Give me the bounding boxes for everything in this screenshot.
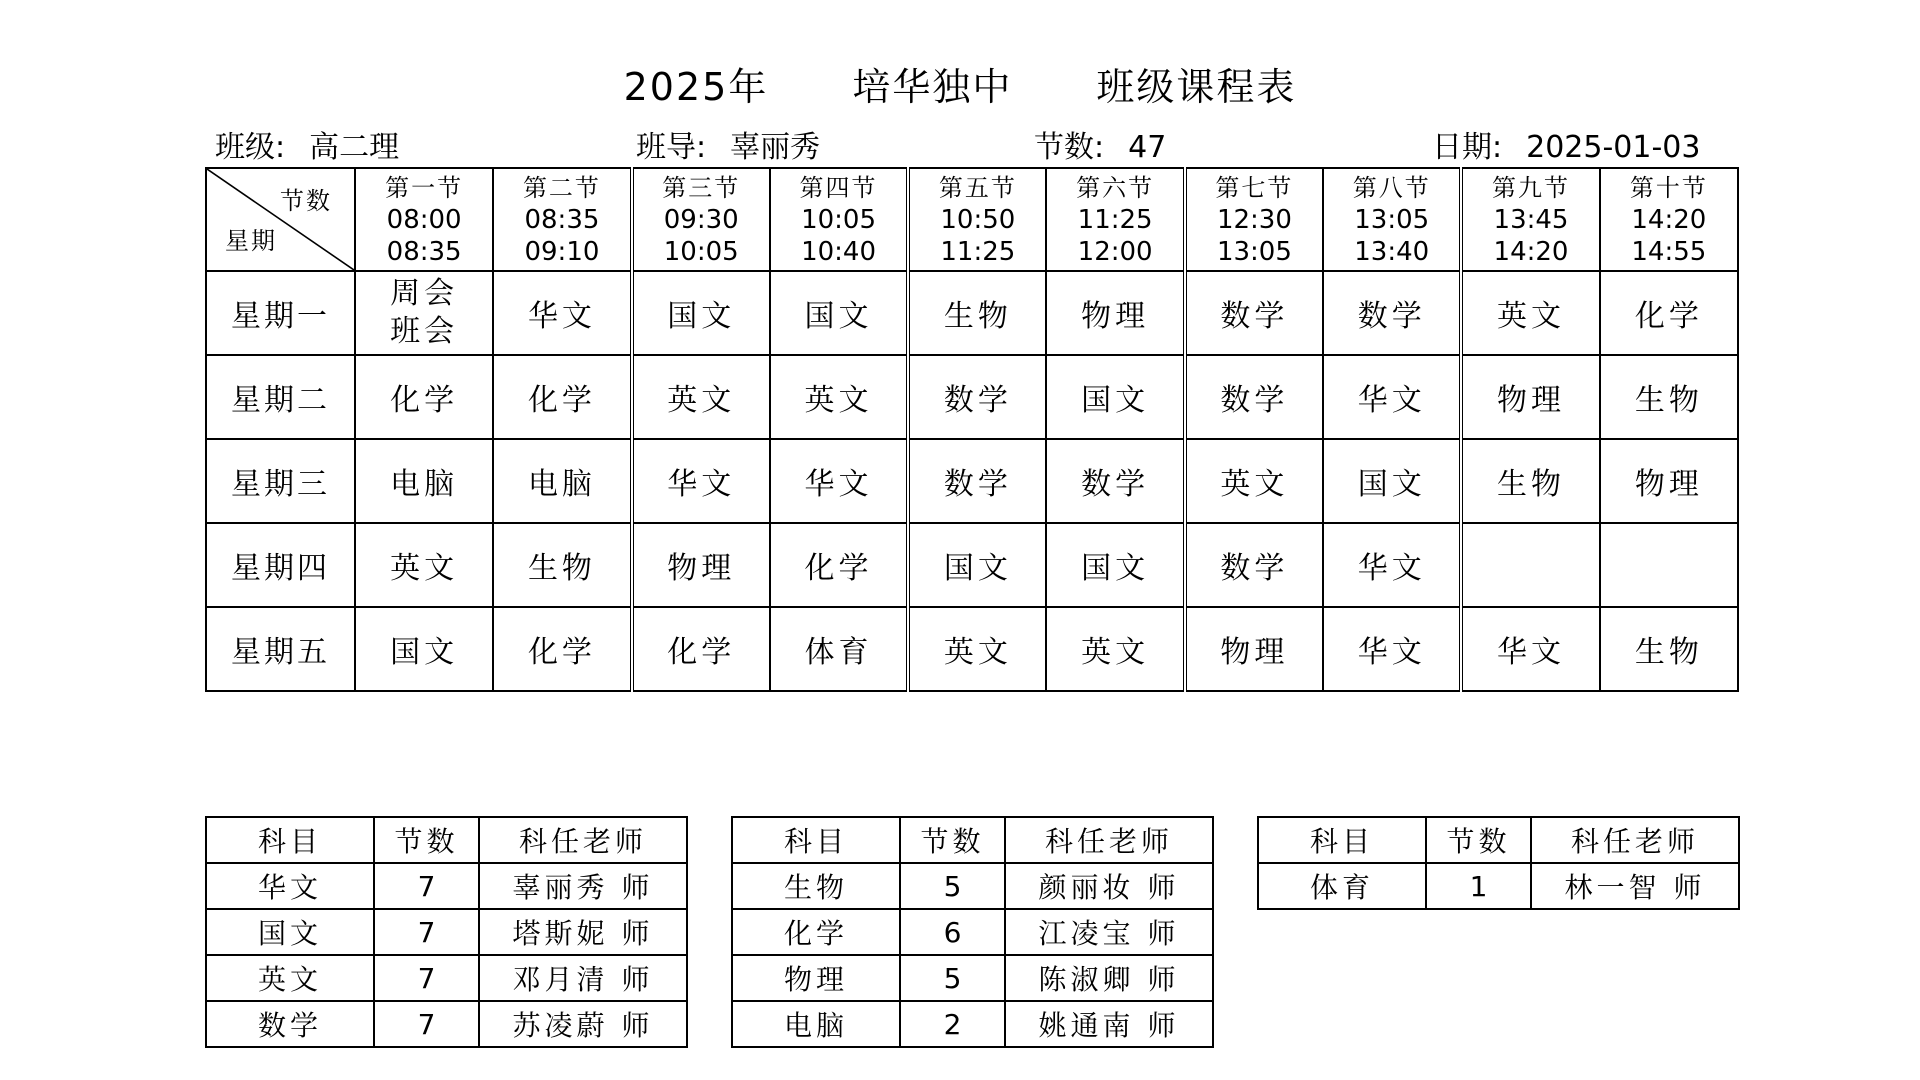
subject-label: 化学 [527,383,596,418]
teacher-cell: 苏凌蔚 师 [479,1001,687,1047]
period-header [632,168,770,271]
teacher-table [205,816,688,1048]
subject-label: 英文 [667,383,736,418]
schedule-cell [908,439,1046,523]
teacher-row [206,863,687,909]
schedule-cell [493,355,631,439]
subject-label: 生物 [527,551,596,586]
schedule-cell [1185,355,1323,439]
period-start: 13:45 [1493,204,1569,235]
schedule-cell [1323,607,1461,691]
period-start: 09:30 [663,204,739,235]
teacher-row [206,1001,687,1047]
teacher-header-cell: 节数 [374,817,479,863]
subject-label: 生物 [1634,383,1703,418]
subject-label: 化学 [804,551,873,586]
class-value: 高二理 [309,130,400,165]
schedule-row [206,355,1738,439]
subject-label: 华文 [804,467,873,502]
count-cell: 2 [900,1001,1005,1047]
subject-cell: 国文 [206,909,374,955]
period-start: 08:00 [386,204,462,235]
period-start: 11:25 [1077,204,1153,235]
subject-label: 华文 [667,467,736,502]
subject-label: 英文 [390,551,459,586]
period-header [1461,168,1599,271]
schedule-cell [770,607,908,691]
schedule-cell [908,523,1046,607]
subject-label: 数学 [1081,467,1150,502]
subject-label: 化学 [667,635,736,670]
schedule-cell [1600,523,1738,607]
schedule-row [206,439,1738,523]
schedule-cell [1461,523,1599,607]
schedule-cell [1185,271,1323,355]
subject-label: 物理 [1634,467,1703,502]
schedule-cell [1461,607,1599,691]
subject-label: 华文 [527,299,596,334]
period-end: 08:35 [386,236,462,267]
subject-cell: 电脑 [732,1001,900,1047]
teacher-header-cell: 科任老师 [479,817,687,863]
teacher-row [1258,863,1739,909]
subject-label: 数学 [1357,299,1426,334]
subject-label: 国文 [390,635,459,670]
subject-cell: 生物 [732,863,900,909]
schedule-cell [1600,271,1738,355]
schedule-cell [1323,355,1461,439]
subject-label: 国文 [667,299,736,334]
teacher-cell: 江凌宝 师 [1005,909,1213,955]
mentor-info [636,122,820,166]
subject-label: 英文 [804,383,873,418]
period-header [1323,168,1461,271]
schedule-cell [770,523,908,607]
schedule-cell [908,355,1046,439]
period-name: 第四节 [799,173,878,202]
teacher-cell: 邓月清 师 [479,955,687,1001]
schedule-cell [1600,439,1738,523]
period-start: 10:05 [801,204,876,235]
schedule-cell [493,439,631,523]
schedule-row [206,607,1738,691]
subject-label: 体育 [804,635,873,670]
teacher-header-cell: 科任老师 [1005,817,1213,863]
teacher-row [732,863,1213,909]
mentor-value: 辜丽秀 [730,130,821,165]
subject-label: 华文 [1357,383,1426,418]
period-end: 11:25 [940,236,1016,267]
subject-label: 化学 [527,635,596,670]
schedule-cell [1046,439,1184,523]
teacher-row [732,1001,1213,1047]
subject-label: 华文 [1357,551,1426,586]
schedule-cell [908,271,1046,355]
teacher-header-cell: 科目 [732,817,900,863]
period-start: 14:20 [1631,204,1707,235]
period-name: 第六节 [1076,173,1155,202]
day-label: 星期五 [206,607,355,691]
schedule-cell [355,271,493,355]
teacher-row [732,955,1213,1001]
subject-label: 数学 [943,383,1012,418]
teacher-row [732,909,1213,955]
schedule-cell [632,523,770,607]
teacher-cell: 塔斯妮 师 [479,909,687,955]
subject-label: 物理 [1220,635,1289,670]
count-cell: 5 [900,955,1005,1001]
teacher-header-cell: 节数 [1426,817,1531,863]
teacher-cell: 姚通南 师 [1005,1001,1213,1047]
subject-label: 国文 [1357,467,1426,502]
day-label: 星期一 [206,271,355,355]
schedule-table [205,167,1739,692]
subject-label: 数学 [1220,551,1289,586]
schedule-cell [1323,271,1461,355]
date-value: 2025-01-03 [1526,130,1701,165]
period-header [908,168,1046,271]
day-label: 星期二 [206,355,355,439]
period-header [1185,168,1323,271]
period-header [770,168,908,271]
period-start: 08:35 [524,204,600,235]
subject-label: 电脑 [527,467,596,502]
teacher-header-row [1258,817,1739,863]
schedule-cell [355,439,493,523]
subject-label: 华文 [1497,635,1566,670]
teacher-row [206,909,687,955]
teacher-cell: 颜丽妆 师 [1005,863,1213,909]
schedule-cell [493,523,631,607]
class-info [215,122,399,166]
day-label: 星期四 [206,523,355,607]
subject-cell: 英文 [206,955,374,1001]
corner-cell [206,168,355,271]
period-start: 13:05 [1354,204,1430,235]
teacher-cell: 林一智 师 [1531,863,1739,909]
schedule-cell [632,439,770,523]
teacher-header-cell: 科目 [206,817,374,863]
subject-cell: 物理 [732,955,900,1001]
schedule-cell [1185,439,1323,523]
teacher-table [1257,816,1740,910]
mentor-label: 班导: [636,130,707,165]
teacher-row [206,955,687,1001]
teacher-header-cell: 科目 [1258,817,1426,863]
schedule-cell [632,607,770,691]
count-cell: 7 [374,909,479,955]
schedule-cell [1461,271,1599,355]
subject-label: 数学 [1220,299,1289,334]
period-start: 12:30 [1216,204,1292,235]
period-header [493,168,631,271]
subject-label: 生物 [1634,635,1703,670]
schedule-cell [770,439,908,523]
schedule-cell [632,355,770,439]
schedule-cell [1185,523,1323,607]
schedule-cell [1046,271,1184,355]
subject-label: 化学 [1634,299,1703,334]
schedule-cell [355,607,493,691]
schedule-cell [1323,523,1461,607]
teacher-header-cell: 科任老师 [1531,817,1739,863]
schedule-cell [1600,355,1738,439]
schedule-cell [355,355,493,439]
period-end: 13:40 [1354,236,1430,267]
period-end: 10:40 [801,236,876,267]
schedule-cell [1461,439,1599,523]
period-name: 第二节 [522,173,601,202]
period-header [355,168,493,271]
count-cell: 7 [374,955,479,1001]
schedule-cell [493,607,631,691]
schedule-row [206,523,1738,607]
subject-label: 国文 [1081,383,1150,418]
subject-label: 国文 [1081,551,1150,586]
subject-label: 华文 [1357,635,1426,670]
subject-label: 英文 [1220,467,1289,502]
corner-bottom-label: 星期 [225,227,277,255]
period-end: 14:55 [1631,236,1707,267]
subject-label: 数学 [943,467,1012,502]
subject-label: 英文 [1497,299,1566,334]
subject-cell: 体育 [1258,863,1426,909]
periods-value: 47 [1128,130,1167,165]
teacher-cell: 辜丽秀 师 [479,863,687,909]
title-year: 2025年 [623,65,769,109]
subject-label: 生物 [943,299,1012,334]
teacher-header-row [732,817,1213,863]
subject-label: 物理 [667,551,736,586]
periods-label: 节数: [1034,130,1105,165]
corner-top-label: 节数 [280,187,332,215]
subject-label: 国文 [804,299,873,334]
schedule-cell [1323,439,1461,523]
period-header [1046,168,1184,271]
schedule-cell [493,271,631,355]
subject-label: 英文 [943,635,1012,670]
period-start: 10:50 [940,204,1016,235]
subject-label: 物理 [1081,299,1150,334]
period-name: 第三节 [662,173,741,202]
schedule-cell [770,271,908,355]
subject-cell: 数学 [206,1001,374,1047]
schedule-cell [1046,607,1184,691]
subject-cell: 化学 [732,909,900,955]
period-name: 第七节 [1215,173,1294,202]
day-label: 星期三 [206,439,355,523]
schedule-cell [1461,355,1599,439]
schedule-cell [1600,607,1738,691]
period-name: 第八节 [1352,173,1431,202]
subject-label: 数学 [1220,383,1289,418]
schedule-cell [1185,607,1323,691]
period-header [1600,168,1738,271]
page-title [0,56,1920,111]
count-cell: 7 [374,1001,479,1047]
teacher-cell: 陈淑卿 师 [1005,955,1213,1001]
subject-label: 英文 [1081,635,1150,670]
period-end: 10:05 [663,236,739,267]
subject-label: 生物 [1497,467,1566,502]
period-end: 14:20 [1493,236,1569,267]
date-label: 日期: [1432,130,1503,165]
period-end: 12:00 [1077,236,1153,267]
subject-cell: 华文 [206,863,374,909]
subject-label: 电脑 [390,467,459,502]
period-name: 第十节 [1629,173,1708,202]
subject-label: 物理 [1497,383,1566,418]
period-name: 第五节 [938,173,1017,202]
teacher-header-row [206,817,687,863]
teacher-table [731,816,1214,1048]
subject-label: 周会 班会 [390,276,459,349]
period-name: 第九节 [1492,173,1571,202]
periods-info [1034,122,1166,166]
schedule-cell [1046,523,1184,607]
title-doc: 班级课程表 [1096,65,1297,109]
schedule-cell [355,523,493,607]
period-end: 13:05 [1216,236,1292,267]
schedule-cell [1046,355,1184,439]
class-label: 班级: [215,130,286,165]
period-name: 第一节 [385,173,464,202]
count-cell: 6 [900,909,1005,955]
count-cell: 5 [900,863,1005,909]
subject-label: 化学 [390,383,459,418]
schedule-header-row [206,168,1738,271]
title-school: 培华独中 [852,65,1013,109]
schedule-row [206,271,1738,355]
schedule-cell [632,271,770,355]
teacher-header-cell: 节数 [900,817,1005,863]
count-cell: 7 [374,863,479,909]
schedule-cell [908,607,1046,691]
schedule-cell [770,355,908,439]
date-info [1432,122,1700,166]
count-cell: 1 [1426,863,1531,909]
period-end: 09:10 [524,236,600,267]
subject-label: 国文 [943,551,1012,586]
